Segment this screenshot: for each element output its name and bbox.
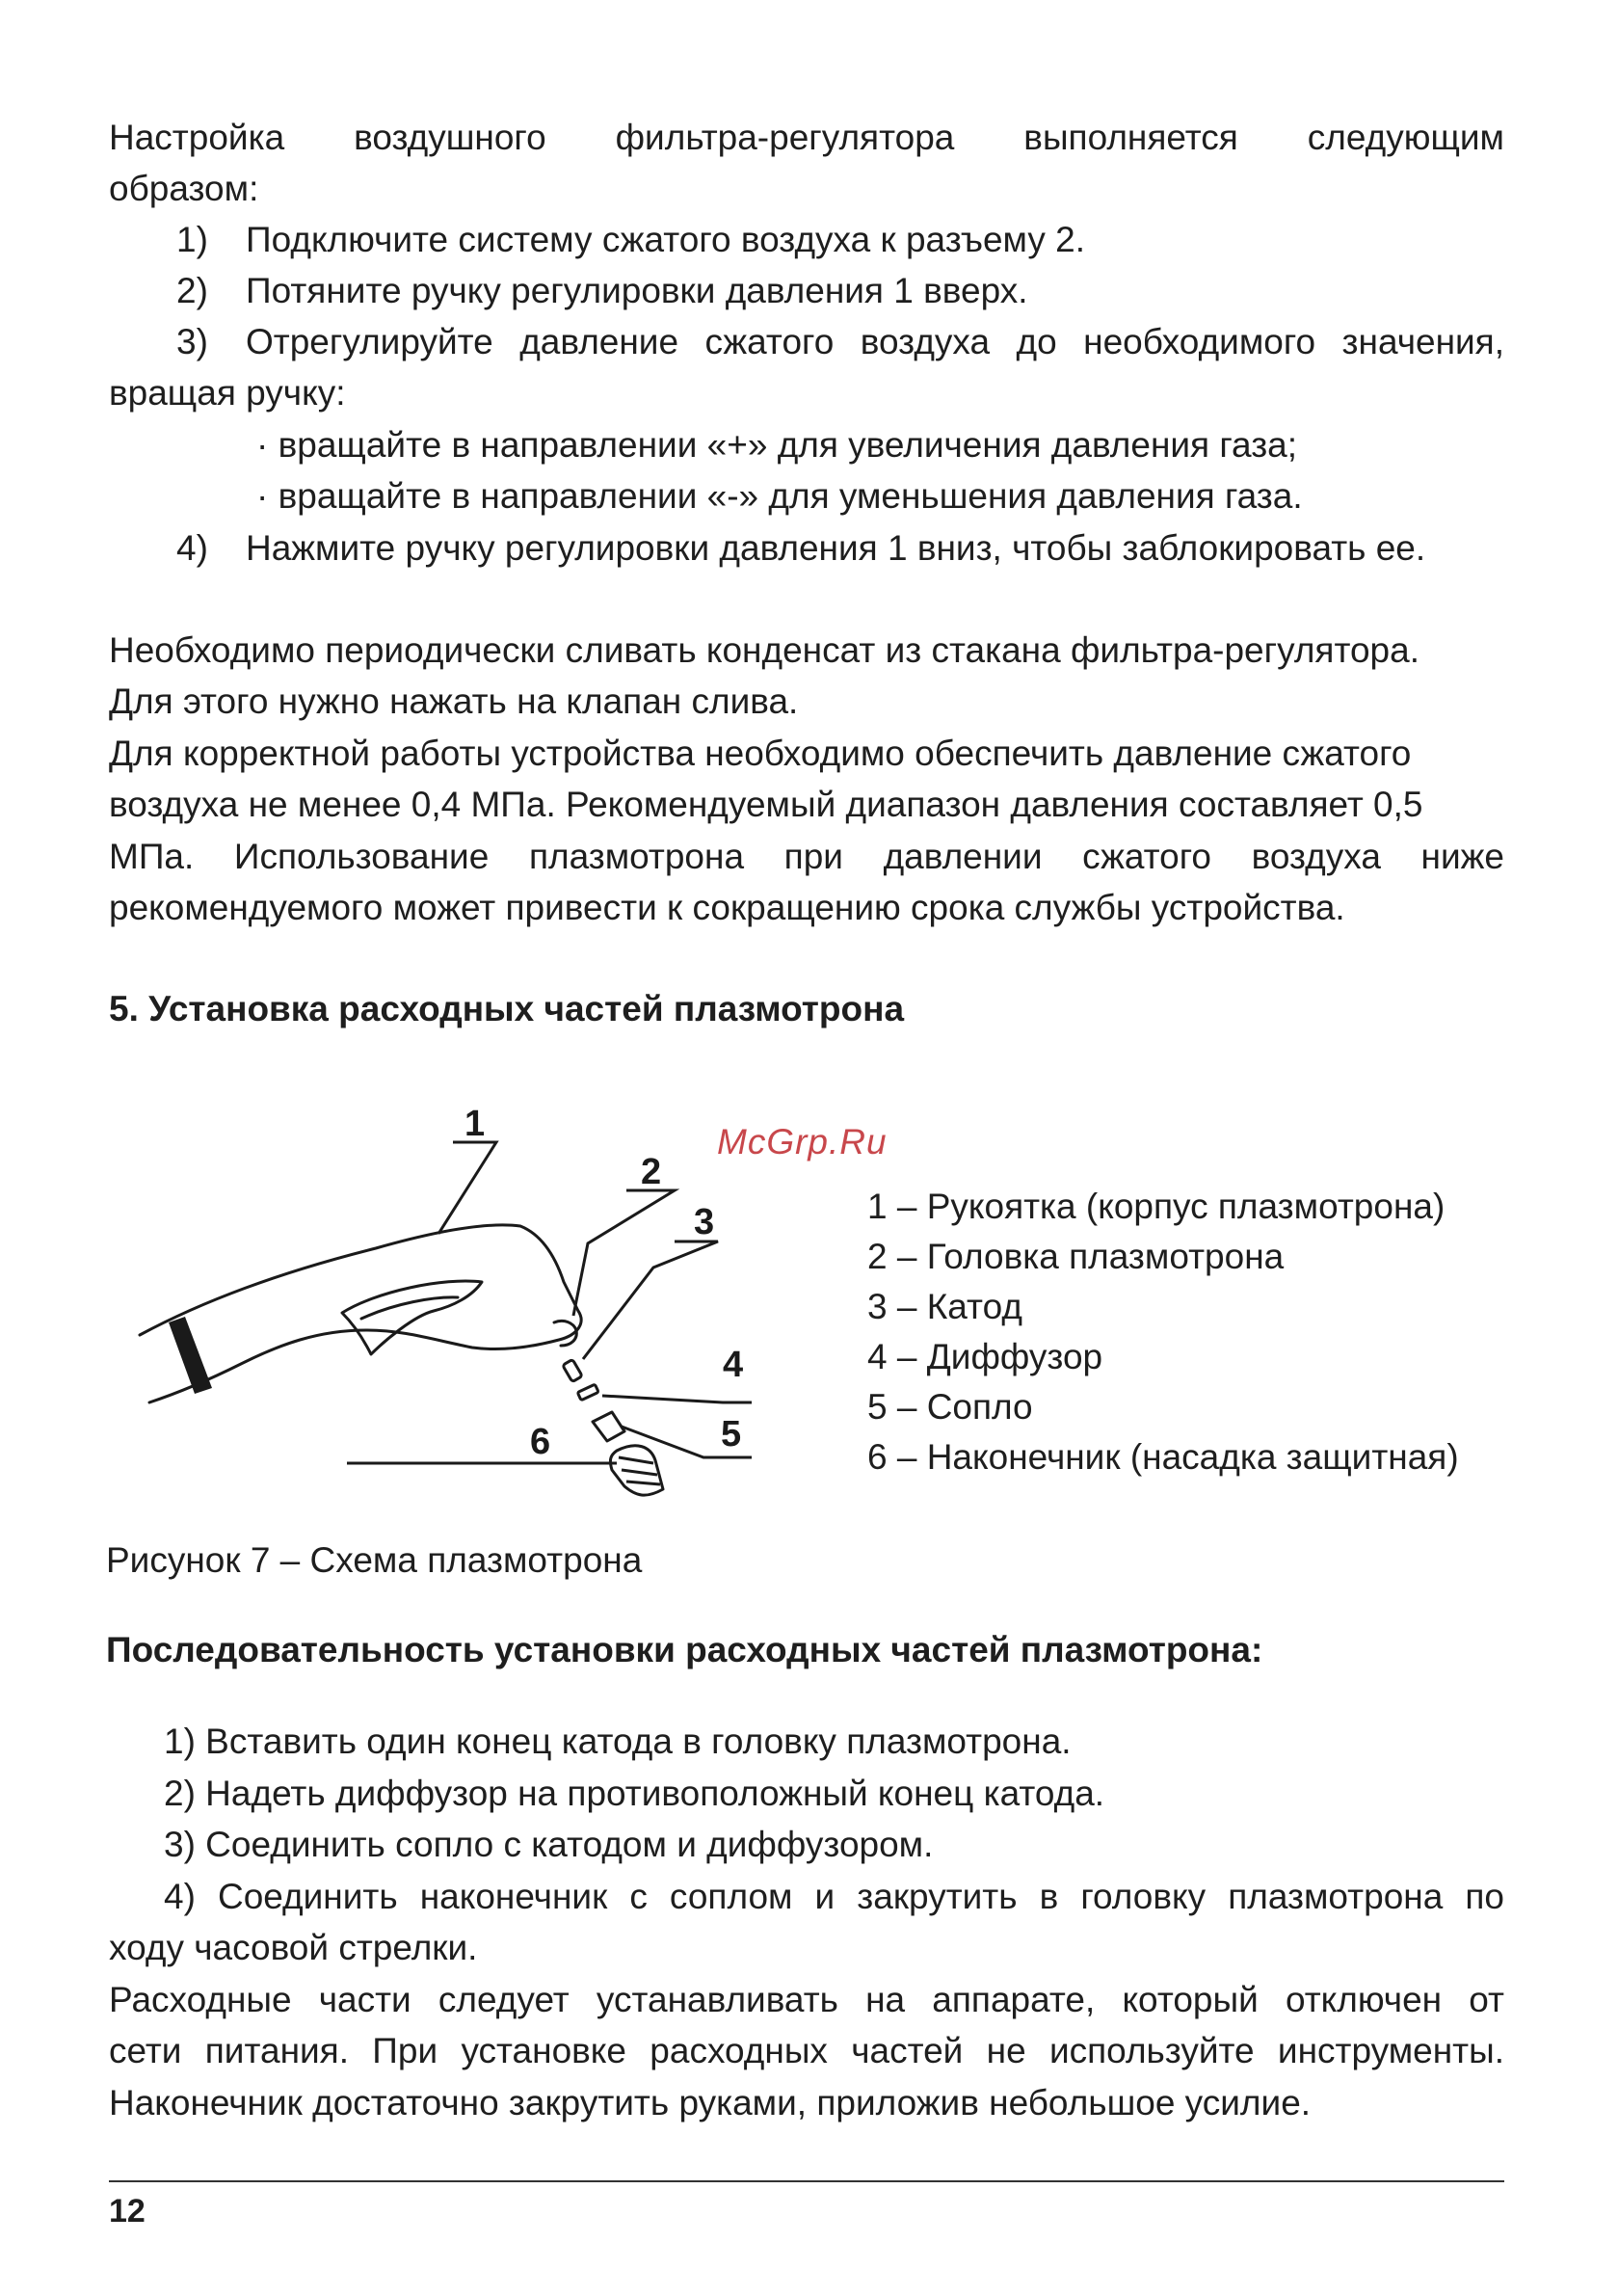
step-number: 4) (176, 528, 208, 568)
watermark: McGrp.Ru (717, 1122, 888, 1161)
sequence-item: 2) Надеть диффузор на противоположный конец катода. (164, 1774, 1105, 1813)
paragraph-line: воздуха не менее 0,4 МПа. Рекомендуемый диапазон давления составляет 0,5 (109, 785, 1423, 824)
setup-step-4 (176, 522, 1572, 574)
paragraph-line: Наконечник достаточно закрутить руками, приложив небольшое усилие. (109, 2083, 1312, 2122)
sequence-item: 1) Вставить один конец катода в головку плазмотрона. (164, 1722, 1072, 1761)
legend-item: 5 – Сопло (867, 1387, 1033, 1427)
section-heading: 5. Установка расходных частей плазмотрона (109, 989, 905, 1028)
callout-number: 1 (464, 1104, 486, 1144)
step-number: 2) (176, 271, 208, 310)
nozzle-part (593, 1412, 624, 1441)
callout-number: 5 (721, 1414, 742, 1455)
plasma-torch-diagram (125, 1099, 781, 1504)
handle-band (169, 1317, 212, 1394)
diffuser-part (577, 1384, 598, 1401)
paragraph-line: МПа. Использование плазмотрона при давлении сжатого воздуха ниже (109, 837, 1504, 876)
legend-item: 4 – Диффузор (867, 1337, 1103, 1376)
callout-number: 6 (530, 1422, 551, 1462)
page-number: 12 (109, 2193, 146, 2229)
paragraph-line: Необходимо периодически сливать конденсат из стакана фильтра-регулятора. (109, 630, 1419, 670)
paragraph-line: Расходные части следует устанавливать на аппарате, который отключен от (109, 1980, 1504, 2019)
legend-item: 2 – Головка плазмотрона (867, 1237, 1285, 1276)
step-text: Потяните ручку регулировки давления 1 вверх. (246, 271, 1028, 310)
subsection-heading: Последовательность установки расходных частей плазмотрона: (106, 1630, 1263, 1669)
callout-number: 3 (694, 1202, 715, 1242)
footer-rule (109, 2180, 1504, 2182)
figure-caption: Рисунок 7 – Схема плазмотрона (106, 1540, 643, 1580)
paragraph-line: рекомендуемого может привести к сокращению срока службы устройства. (109, 888, 1345, 927)
intro-line: образом: (109, 169, 259, 208)
callout-number: 4 (723, 1345, 744, 1385)
setup-step-3 (176, 316, 1504, 367)
paragraph-line: Для этого нужно нажать на клапан слива. (109, 681, 799, 721)
sequence-item: 4) Соединить наконечник с соплом и закрутить в головку плазмотрона по (164, 1877, 1504, 1916)
step-number: 1) (176, 220, 208, 259)
setup-step-1 (176, 214, 1572, 265)
legend-item: 3 – Катод (867, 1287, 1022, 1326)
step-text: Подключите систему сжатого воздуха к разъему 2. (246, 220, 1086, 259)
bullet-item: · вращайте в направлении «+» для увеличения давления газа; (256, 425, 1298, 465)
tip-part (610, 1446, 663, 1495)
setup-step-3-cont: вращая ручку: (109, 373, 346, 413)
step-text: Отрегулируйте давление сжатого воздуха до необходимого значения, (246, 322, 1504, 361)
callout-number: 2 (641, 1152, 662, 1192)
paragraph-line: сети питания. При установке расходных частей не используйте инструменты. (109, 2031, 1504, 2070)
legend-item: 6 – Наконечник (насадка защитная) (867, 1437, 1459, 1477)
cathode-part (563, 1359, 582, 1381)
paragraph-line: Для корректной работы устройства необходимо обеспечить давление сжатого (109, 734, 1412, 773)
step-text: Нажмите ручку регулировки давления 1 вниз, чтобы заблокировать ее. (246, 528, 1426, 568)
legend-item: 1 – Рукоятка (корпус плазмотрона) (867, 1187, 1446, 1226)
bullet-item: · вращайте в направлении «-» для уменьшения давления газа. (256, 476, 1303, 516)
sequence-item: 3) Соединить сопло с катодом и диффузором. (164, 1825, 934, 1864)
setup-step-2 (176, 265, 1572, 316)
sequence-item-cont: ходу часовой стрелки. (109, 1928, 478, 1967)
step-number: 3) (176, 322, 208, 361)
intro-line: Настройка воздушного фильтра-регулятора выполняется следующим (109, 118, 1504, 157)
